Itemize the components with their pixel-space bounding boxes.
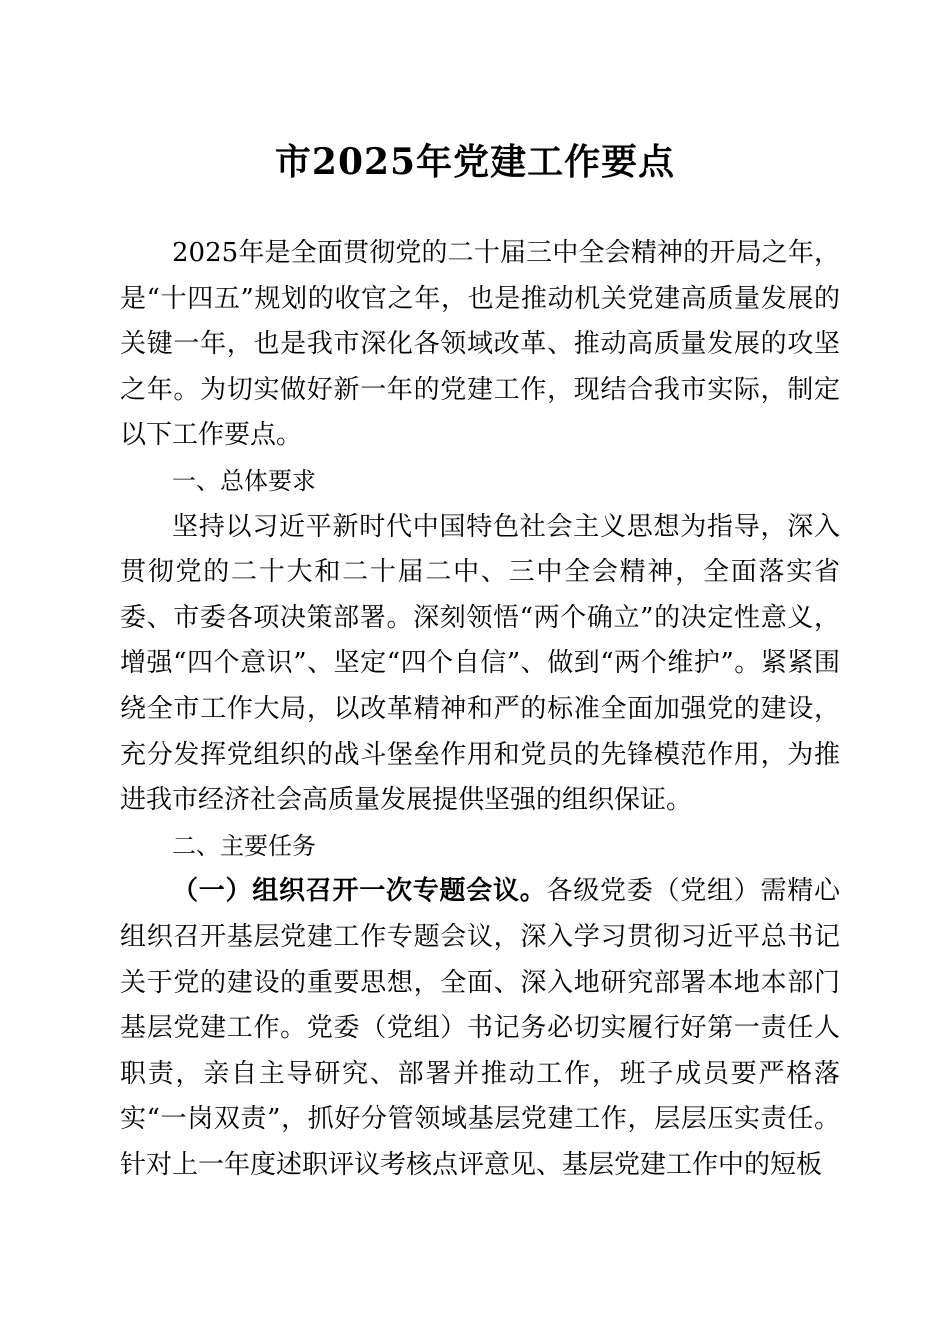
task-item-1-lead: （一）组织召开一次专题会议。: [172, 876, 547, 907]
section-heading-general-requirements: 一、总体要求: [172, 466, 316, 495]
intro-paragraph: 2025年是全面贯彻党的二十届三中全会精神的开局之年，是“十四五”规划的收官之年，也是推动机关党建高质量发展的关键一年，也是我市深化各领域改革、推动高质量发展的攻坚之年。为切实做好新一年的党建工作，现结合我市实际，制定以下工作要点。: [120, 238, 840, 451]
document-title: 市2025年党建工作要点: [274, 141, 676, 183]
section-heading-main-tasks: 二、主要任务: [172, 831, 316, 860]
general-requirements-paragraph: 坚持以习近平新时代中国特色社会主义思想为指导，深入贯彻党的二十大和二十届二中、三中全会精神，全面落实省委、市委各项决策部署。深刻领悟“两个确立”的决定性意义，增强“四个意识”、坚定“四个自信”、做到“两个维护”。紧紧围绕全市工作大局，以改革精神和严的标准全面加强党的建设，充分发挥党组织的战斗堡垒作用和党员的先锋模范作用，为推进我市经济社会高质量发展提供坚强的组织保证。: [120, 511, 840, 816]
task-item-1-paragraph: [120, 869, 840, 1188]
document-body: [120, 231, 840, 1188]
task-item-1-text: 各级党委（党组）需精心组织召开基层党建工作专题会议，深入学习贯彻习近平总书记关于党的建设的重要思想，全面、深入地研究部署本地本部门基层党建工作。党委（党组）书记务必切实履行好第一责任人职责，亲自主导研究、部署并推动工作，班子成员要严格落实“一岗双责”，抓好分管领域基层党建工作，层层压实责任。针对上一年度述职评议考核点评意见、基层党建工作中的短板: [120, 876, 840, 1180]
